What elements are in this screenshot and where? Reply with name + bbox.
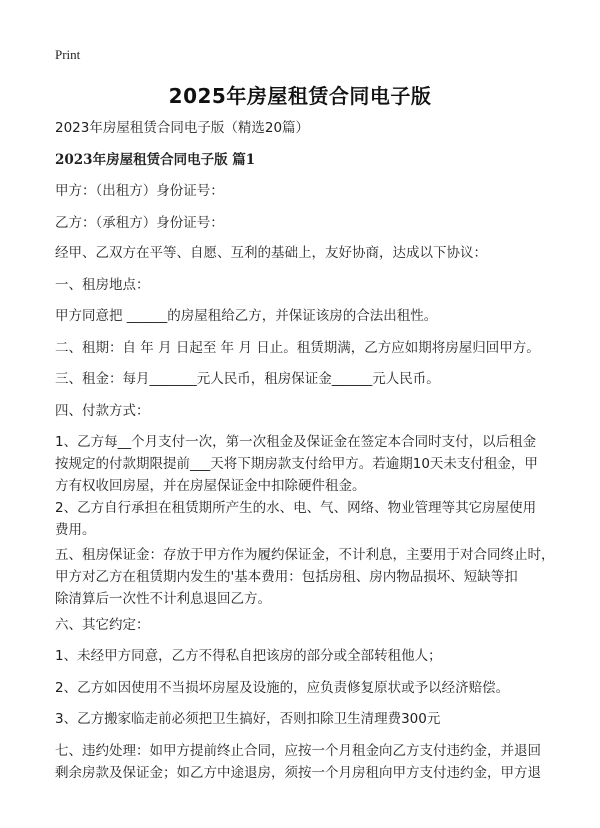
party-b-line: 乙方：（承租方）身份证号：: [55, 215, 224, 231]
text-line: 甲方对乙方在租赁期内发生的'基本费用：包括房租、房内物品损坏、短缺等扣: [55, 569, 518, 585]
print-link[interactable]: Print: [55, 47, 81, 62]
clause-4-item-1: [55, 431, 550, 497]
text-line: 方有权收回房屋，并在房屋保证金中扣除硬件租金。: [55, 478, 366, 494]
clause-6-item-3: 3、乙方搬家临走前必须把卫生搞好，否则扣除卫生清理费300元: [55, 711, 441, 727]
document-subtitle: 2023年房屋租赁合同电子版（精选20篇）: [55, 120, 310, 136]
text-line: 1、乙方每__个月支付一次，第一次租金及保证金在签定本合同时支付，以后租金: [55, 434, 537, 450]
clause-6-title: 六、其它约定：: [55, 617, 150, 633]
clause-6-item-2: 2、乙方如因使用不当损坏房屋及设施的，应负责修复原状或予以经济赔偿。: [55, 680, 510, 696]
clause-4-item-2: [55, 497, 550, 541]
text-line: 除清算后一次性不计利息退回乙方。: [55, 591, 271, 607]
document-title: 2025年房屋租赁合同电子版: [168, 84, 432, 108]
text-line: 七、违约处理：如甲方提前终止合同，应按一个月租金向乙方支付违约金，并退回: [55, 743, 541, 759]
clause-3: 三、租金：每月_______元人民币，租房保证金______元人民币。: [55, 371, 440, 387]
section-heading: 2023年房屋租赁合同电子版 篇1: [55, 152, 256, 168]
clause-6-item-1: 1、未经甲方同意，乙方不得私自把该房的部分或全部转租他人；: [55, 648, 442, 664]
intro-paragraph: 经甲、乙双方在平等、自愿、互利的基础上，友好协商，达成以下协议：: [55, 245, 487, 261]
text-line: 五、租房保证金：存放于甲方作为履约保证金，不计利息，主要用于对合同终止时，: [55, 547, 555, 563]
clause-7: [55, 740, 550, 784]
clause-4-title: 四、付款方式：: [55, 403, 150, 419]
text-line: 剩余房款及保证金；如乙方中途退房，须按一个月房租向甲方支付违约金，甲方退: [55, 765, 541, 781]
party-a-line: 甲方：（出租方）身份证号：: [55, 183, 224, 199]
text-line: 2、乙方自行承担在租赁期所产生的水、电、气、网络、物业管理等其它房屋使用: [55, 500, 537, 516]
clause-5: [55, 544, 555, 610]
clause-2: 二、租期：自 年 月 日起至 年 月 日止。租赁期满，乙方应如期将房屋归回甲方。: [55, 340, 540, 356]
clause-1-body: 甲方同意把 ______的房屋租给乙方，并保证该房的合法出租性。: [55, 308, 438, 324]
text-line: 费用。: [55, 522, 96, 538]
clause-1-title: 一、租房地点：: [55, 277, 150, 293]
text-line: 按规定的付款期限提前___天将下期房款支付给甲方。若逾期10天未支付租金，甲: [55, 456, 538, 472]
